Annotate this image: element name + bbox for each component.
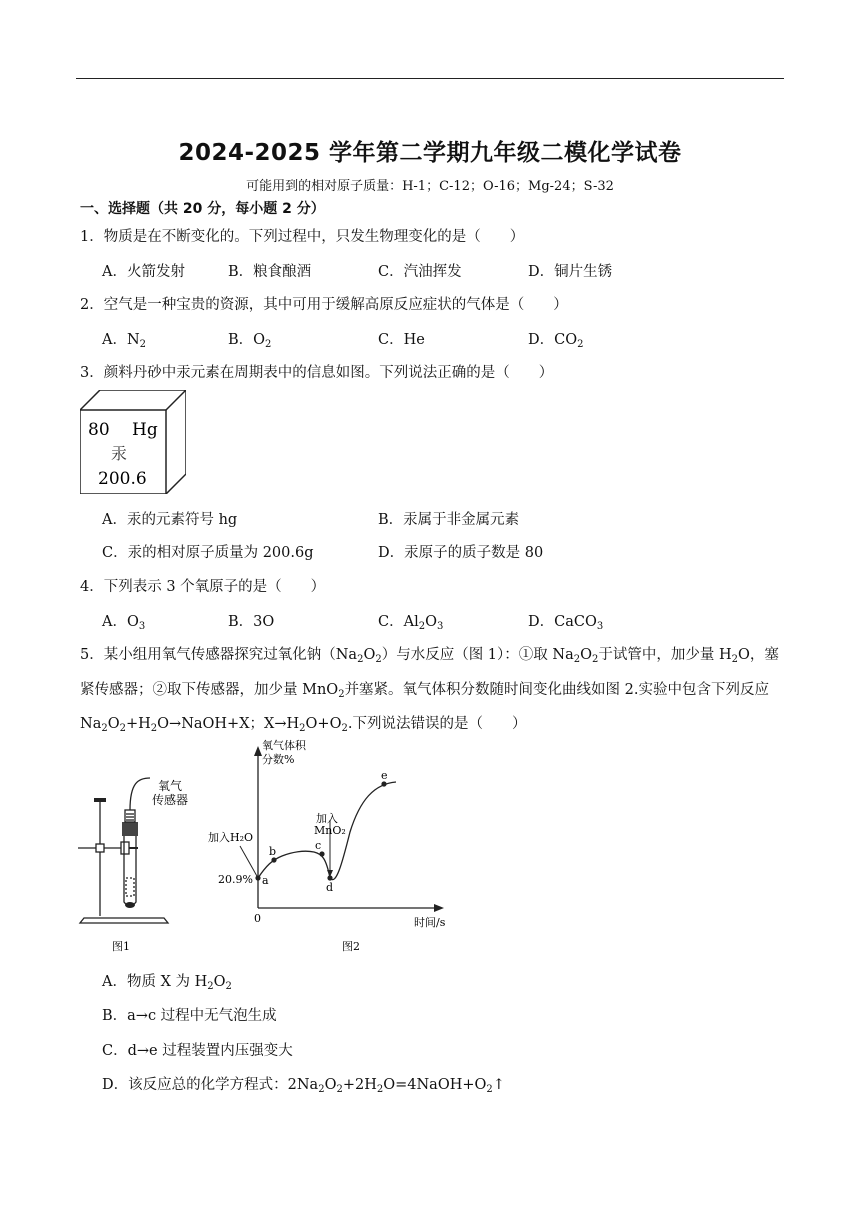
q1-option-b: B．粮食酿酒 <box>228 264 312 280</box>
x-axis-label: 时间/s <box>414 916 446 929</box>
q4-option-c: C．$Al_2O_3$ <box>378 614 444 632</box>
add-mno2-label-1: 加入 <box>316 812 338 825</box>
question-4-stem: 4．下列表示 3 个氧原子的是（ ） <box>80 579 326 595</box>
element-name: 汞 <box>111 444 128 463</box>
element-number: 80 <box>88 420 110 440</box>
q1-option-a: A．火箭发射 <box>102 264 185 280</box>
origin-label: 0 <box>254 912 261 925</box>
point-b: b <box>269 845 277 858</box>
q2-option-a: A．$N_2$ <box>102 332 147 350</box>
question-1-stem: 1．物质是在不断变化的。下列过程中，只发生物理变化的是（ ） <box>80 229 525 245</box>
element-card-mercury <box>80 390 186 494</box>
sensor-label-2: 传感器 <box>152 793 189 807</box>
y-axis-label-2: 分数% <box>262 753 295 766</box>
section-heading: 一、选择题（共 20 分，每小题 2 分） <box>80 201 325 217</box>
q5-figures <box>78 738 458 958</box>
header-rule <box>76 78 784 79</box>
question-2-stem: 2．空气是一种宝贵的资源，其中可用于缓解高原反应症状的气体是（ ） <box>80 297 568 313</box>
q4-option-d: D．CaCO$_3$ <box>528 614 604 632</box>
figure-1-caption: 图1 <box>112 940 130 953</box>
q3-option-b: B．汞属于非金属元素 <box>378 512 520 528</box>
y-axis-label-1: 氧气体积 <box>262 739 306 752</box>
question-3-stem: 3．颜料丹砂中汞元素在周期表中的信息如图。下列说法正确的是（ ） <box>80 365 554 381</box>
q1-option-c: C．汽油挥发 <box>378 264 462 280</box>
point-d: d <box>326 881 334 894</box>
q5-option-b: B．a→c 过程中无气泡生成 <box>102 1008 277 1024</box>
q3-option-a: A．汞的元素符号 hg <box>102 512 238 528</box>
question-5-line-2: 紧传感器；②取下传感器，加少量 MnO$_2$并塞紧。氧气体积分数随时间变化曲线如图 2.实验中包含下列反应 <box>80 682 770 700</box>
q5-option-a: A．物质 X 为 $H_2O_2$ <box>102 974 232 992</box>
point-c: c <box>315 839 322 852</box>
q5-option-d: D．该反应总的化学方程式：$2Na_2O_2+2H_2O=4NaOH+O_2↑$ <box>102 1077 505 1095</box>
question-5-line-1: 5．某小组用氧气传感器探究过氧化钠$(Na_2O_2)$与水反应（图 1）：①取 $Na_2O_2$于试管中，加少量 $H_2O$，塞 <box>80 647 779 665</box>
q2-option-b: B．$O_2$ <box>228 332 272 350</box>
point-a: a <box>262 874 269 887</box>
element-symbol: Hg <box>132 420 158 440</box>
q4-option-a: A．$O_3$ <box>102 614 146 632</box>
add-mno2-label-2: MnO₂ <box>314 824 346 837</box>
q3-option-d: D．汞原子的质子数是 80 <box>378 545 544 561</box>
point-e: e <box>381 769 388 782</box>
q5-option-c: C．d→e 过程装置内压强变大 <box>102 1043 293 1059</box>
atomic-masses: 可能用到的相对原子质量：H-1；C-12；O-16；Mg-24；S-32 <box>246 179 614 194</box>
element-mass: 200.6 <box>98 469 147 489</box>
q4-option-b: B．3O <box>228 614 275 630</box>
q1-option-d: D．铜片生锈 <box>528 264 613 280</box>
sensor-label-1: 氧气 <box>158 779 183 793</box>
exam-title: 2024-2025 学年第二学期九年级二模化学试卷 <box>178 140 682 166</box>
q3-option-c: C．汞的相对原子质量为 200.6g <box>102 545 314 561</box>
q2-option-d: D．$CO_2$ <box>528 332 584 350</box>
q2-option-c: C．He <box>378 332 425 348</box>
add-water-label: 加入H₂O <box>208 831 254 844</box>
figure-2-caption: 图2 <box>342 940 360 953</box>
question-5-line-3: $Na_2O_2+H_2O\to NaOH+X$；$X\to H_2O+O_2$.下列说法错误的是（ ） <box>80 716 527 734</box>
y-tick-label: 20.9% <box>218 873 253 886</box>
